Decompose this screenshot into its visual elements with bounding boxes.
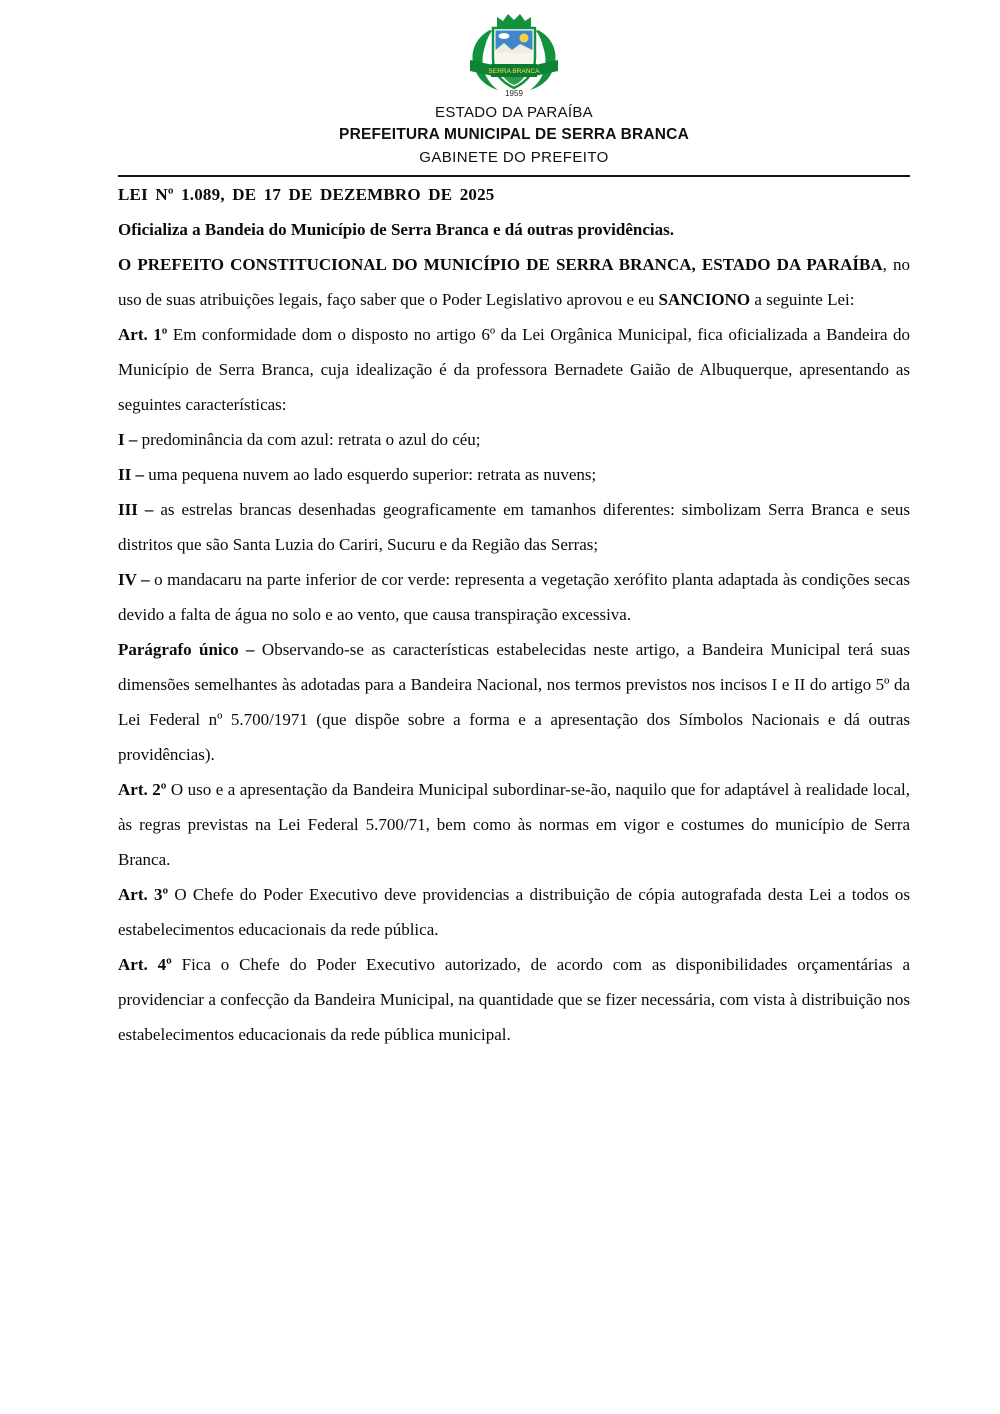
item-ii [118,457,910,492]
crest-banner-text: SERRA BRANCA [488,68,540,75]
preamble-closing: a seguinte Lei: [750,290,855,309]
item-iii-text: as estrelas brancas desenhadas geograficamente em tamanhos diferentes: simbolizam Serra Branca e seus distritos que são Santa Luzia do Cariri, Sucuru e da Região das Serras; [118,500,910,554]
item-ii-label: II – [118,465,144,484]
article-2 [118,772,910,877]
article-3-label: Art. 3º [118,885,169,904]
paragrafo-unico-label: Parágrafo único – [118,640,255,659]
article-1-label: Art. 1º [118,325,168,344]
article-4-label: Art. 4º [118,955,172,974]
article-2-label: Art. 2º [118,780,167,799]
header-municipality: PREFEITURA MUNICIPAL DE SERRA BRANCA [339,126,689,143]
header-state: ESTADO DA PARAÍBA [435,104,593,121]
item-iv-text: o mandacaru na parte inferior de cor verde: representa a vegetação xerófito planta adaptada às condições secas devido a falta de água no solo e ao vento, que causa transpiração excessiva. [118,570,910,624]
crest-year-text: 1959 [505,89,523,98]
preamble-text: , no uso de suas atribuições legais, faço saber que o Poder Legislativo aprovou e eu [118,255,910,309]
item-ii-text: uma pequena nuvem ao lado esquerdo superior: retrata as nuvens; [143,465,597,484]
article-1 [118,317,910,422]
article-2-text: O uso e a apresentação da Bandeira Municipal subordinar-se-ão, naquilo que for adaptável à realidade local, às regras previstas na Lei Federal 5.700/71, bem como às normas em vigor e costumes do município de Serra Branca. [118,780,910,869]
item-iv [118,562,910,632]
law-title: LEI Nº 1.089, DE 17 DE DEZEMBRO DE 2025 [118,185,495,204]
item-i [118,422,910,457]
coat-of-arms-icon [454,12,574,98]
municipal-crest [118,12,910,98]
article-1-text: Em conformidade dom o disposto no artigo 6º da Lei Orgânica Municipal, fica oficializada a Bandeira do Município de Serra Branca, cuja idealização é da professora Bernadete Gaião de Albuquerque, apresentando as seguintes características: [118,325,910,414]
header-office: GABINETE DO PREFEITO [419,149,609,166]
item-i-text: predominância da com azul: retrata o azul do céu; [137,430,481,449]
paragrafo-unico-text: Observando-se as características estabelecidas neste artigo, a Bandeira Municipal terá suas dimensões semelhantes às adotadas para a Bandeira Nacional, nos termos previstos nos incisos I e II do artigo 5º da Lei Federal nº 5.700/1971 (que dispõe sobre a forma e a apresentação dos Símbolos Nacionais e dá outras providências). [118,640,910,764]
paragrafo-unico [118,632,910,772]
letterhead [118,12,910,177]
preamble-authority: O PREFEITO CONSTITUCIONAL DO MUNICÍPIO DE SERRA BRANCA, ESTADO DA PARAÍBA [118,255,883,274]
item-iii-label: III – [118,500,154,519]
article-3-text: O Chefe do Poder Executivo deve providencias a distribuição de cópia autografada desta Lei a todos os estabelecimentos educacionais da rede pública. [118,885,911,939]
law-ementa: Oficializa a Bandeia do Município de Serra Branca e dá outras providências. [118,220,674,239]
article-4 [118,947,910,1052]
item-iv-label: IV – [118,570,150,589]
item-i-label: I – [118,430,138,449]
article-4-text: Fica o Chefe do Poder Executivo autorizado, de acordo com as disponibilidades orçamentárias a providenciar a confecção da Bandeira Municipal, na quantidade que se fizer necessária, com vista à distribuição nos estabelecimentos educacionais da rede pública municipal. [118,955,910,1044]
law-preamble [118,247,910,317]
item-iii [118,492,910,562]
article-3 [118,877,910,947]
law-text [118,177,910,1052]
preamble-sanction-word: SANCIONO [658,290,751,309]
crest-crown [497,14,531,27]
